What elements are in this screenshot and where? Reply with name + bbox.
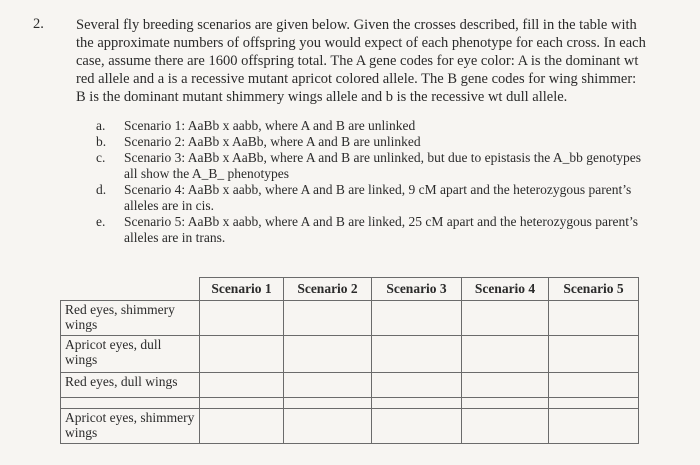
answer-cell[interactable]: [372, 300, 462, 335]
answer-cell[interactable]: [200, 372, 284, 397]
answer-cell[interactable]: [462, 335, 549, 372]
scenario-3-header: Scenario 3: [372, 278, 462, 301]
answer-cell[interactable]: [200, 408, 284, 443]
answer-cell[interactable]: [284, 335, 372, 372]
scenario-item: [96, 118, 656, 134]
scenario-label: e.: [96, 214, 106, 229]
scenario-item: [96, 150, 656, 182]
table-row: [61, 408, 639, 443]
scenario-label: a.: [96, 118, 106, 133]
offspring-table-wrapper: [60, 277, 639, 444]
answer-cell[interactable]: [462, 372, 549, 397]
answer-cell[interactable]: [549, 335, 639, 372]
answer-cell[interactable]: [549, 397, 639, 408]
answer-cell[interactable]: [372, 408, 462, 443]
scenario-label: c.: [96, 150, 106, 165]
question-line: case, assume there are 1600 offspring total. The A gene codes for eye color: A is the dominant wt: [76, 53, 639, 69]
question-line: the approximate numbers of offspring you would expect of each phenotype for each cross. In each: [76, 35, 646, 51]
scenario-text: Scenario 1: AaBb x aabb, where A and B are unlinked: [124, 118, 416, 133]
table-row: [61, 372, 639, 397]
table-row: [61, 300, 639, 335]
scenario-2-header: Scenario 2: [284, 278, 372, 301]
row-label-empty: [61, 397, 200, 408]
answer-cell[interactable]: [462, 397, 549, 408]
scenario-label: d.: [96, 182, 107, 197]
question-number: 2.: [33, 16, 44, 32]
scenario-text: Scenario 4: AaBb x aabb, where A and B are linked, 9 cM apart and the heterozygous parent’s alleles are in cis.: [124, 182, 632, 213]
table-row: [61, 335, 639, 372]
scenario-1-header: Scenario 1: [200, 278, 284, 301]
question-line: B is the dominant mutant shimmery wings allele and b is the recessive wt dull allele.: [76, 89, 568, 105]
table-row: [61, 397, 639, 408]
answer-cell[interactable]: [549, 372, 639, 397]
scenario-text: Scenario 2: AaBb x AaBb, where A and B are unlinked: [124, 134, 421, 149]
question-line: Several fly breeding scenarios are given below. Given the crosses described, fill in the table with: [76, 17, 637, 33]
row-label-red-shimmery: Red eyes, shimmery wings: [61, 300, 200, 335]
answer-cell[interactable]: [549, 300, 639, 335]
scenario-4-header: Scenario 4: [462, 278, 549, 301]
scenario-5-header: Scenario 5: [549, 278, 639, 301]
scenario-item: [96, 214, 656, 246]
answer-cell[interactable]: [284, 408, 372, 443]
answer-cell[interactable]: [284, 372, 372, 397]
answer-cell[interactable]: [372, 372, 462, 397]
answer-cell[interactable]: [200, 335, 284, 372]
answer-cell[interactable]: [200, 300, 284, 335]
scenario-text: Scenario 5: AaBb x aabb, where A and B are linked, 25 cM apart and the heterozygous parent’s alleles are in trans.: [124, 214, 638, 245]
answer-cell[interactable]: [372, 335, 462, 372]
empty-header-cell: [61, 278, 200, 301]
scenario-label: b.: [96, 134, 107, 149]
scenario-item: [96, 134, 656, 150]
row-label-apricot-shimmery: Apricot eyes, shimmery wings: [61, 408, 200, 443]
answer-cell[interactable]: [200, 397, 284, 408]
row-label-red-dull: Red eyes, dull wings: [61, 372, 200, 397]
answer-cell[interactable]: [549, 408, 639, 443]
answer-cell[interactable]: [462, 408, 549, 443]
table-header-row: [61, 278, 639, 301]
answer-cell[interactable]: [284, 397, 372, 408]
answer-cell[interactable]: [462, 300, 549, 335]
row-label-apricot-dull: Apricot eyes, dull wings: [61, 335, 200, 372]
scenario-list: [96, 118, 656, 246]
scenario-item: [96, 182, 656, 214]
question-text: [76, 16, 676, 106]
answer-cell[interactable]: [284, 300, 372, 335]
answer-cell[interactable]: [372, 397, 462, 408]
offspring-table: [60, 277, 639, 444]
question-line: red allele and a is a recessive mutant apricot colored allele. The B gene codes for wing shimmer:: [76, 71, 637, 87]
scenario-text: Scenario 3: AaBb x AaBb, where A and B are unlinked, but due to epistasis the A_bb genotypes all show the A_B_ phenotypes: [124, 150, 642, 181]
